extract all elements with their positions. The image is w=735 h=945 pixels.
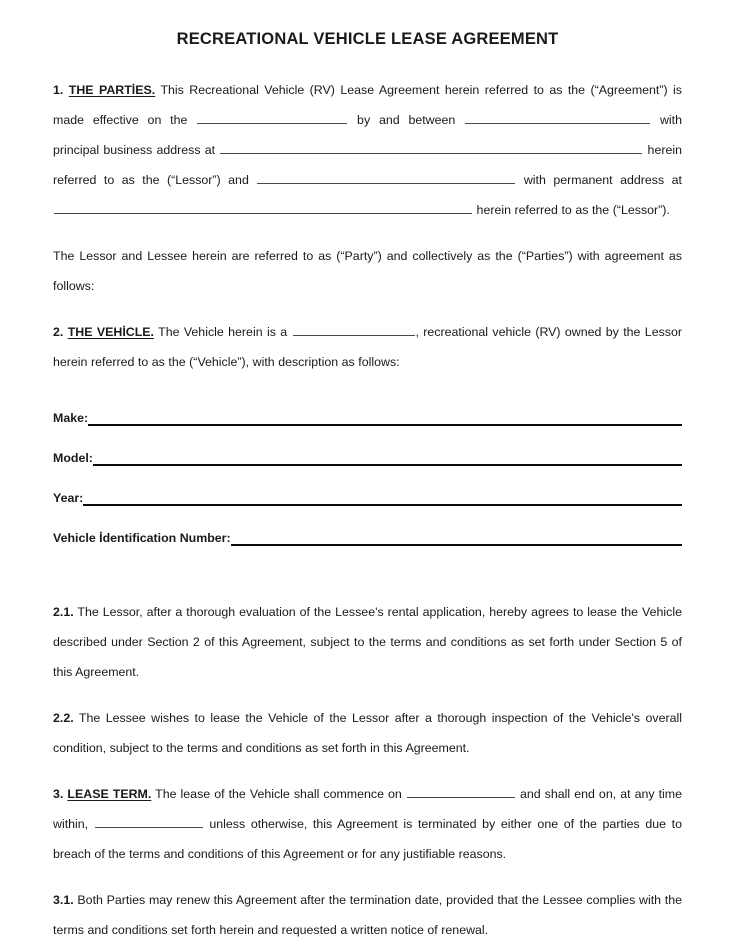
section-heading-vehicle: THE VEHİCLE.	[67, 324, 154, 339]
blank-lessee-permanent-address[interactable]	[54, 200, 472, 214]
blank-effective-date[interactable]	[197, 110, 347, 124]
blank-lease-end-date[interactable]	[95, 814, 203, 828]
field-row-make	[53, 411, 682, 426]
paragraph-vehicle	[53, 317, 682, 377]
lease-term-text-a: The lease of the Vehicle shall commence on	[155, 786, 402, 801]
vehicle-description-fields	[53, 411, 682, 546]
paragraph-party-definition	[53, 241, 682, 301]
blank-lessor-business-address[interactable]	[220, 140, 642, 154]
parties-text-f: herein referred to as the (“Lessor”).	[476, 202, 670, 217]
parties-text-e: with permanent address at	[523, 172, 682, 187]
field-input-model[interactable]	[93, 451, 682, 466]
clause-2-2-text: The Lessee wishes to lease the Vehicle of the Lessor after a thorough inspection of the Vehicle's overall condition, subject to the terms and conditions as set forth in this Agreement.	[53, 710, 682, 755]
section-heading-lease-term: LEASE TERM.	[67, 786, 152, 801]
section-number-3: 3.	[53, 786, 64, 801]
parties-text-a: This Recreational Vehicle (RV) Lease Agreement herein referred to as the (“Agreement”) is made effective on the	[53, 82, 682, 127]
field-input-vin[interactable]	[231, 531, 682, 546]
blank-lessor-name[interactable]	[465, 110, 650, 124]
blank-lease-commence-date[interactable]	[407, 784, 515, 798]
field-row-vin	[53, 531, 682, 546]
field-row-year	[53, 491, 682, 506]
section-number-1: 1.	[53, 82, 64, 97]
lease-term-text-b: and shall end on, at any time within,	[53, 786, 683, 831]
blank-vehicle-type[interactable]	[293, 322, 415, 336]
field-label-make: Make:	[53, 410, 89, 425]
paragraph-clause-3-1	[53, 885, 682, 945]
clause-3-1-text: Both Parties may renew this Agreement after the termination date, provided that the Lessee complies with the terms and conditions set forth herein and requested a written notice of renewal.	[53, 892, 683, 937]
section-heading-parties: THE PARTİES.	[68, 82, 156, 97]
clause-number-3-1: 3.1.	[53, 892, 74, 907]
field-input-make[interactable]	[88, 411, 682, 426]
lease-term-text-c: unless otherwise, this Agreement is terminated by either one of the parties due to breach of the terms and conditions of this Agreement or for any justifiable reasons.	[53, 816, 682, 861]
paragraph-lease-term	[53, 779, 682, 869]
clause-number-2-1: 2.1.	[53, 604, 74, 619]
clause-number-2-2: 2.2.	[53, 710, 74, 725]
paragraph-clause-2-2	[53, 703, 682, 763]
parties-text-d: herein referred to as the (“Lessor”) and	[53, 142, 682, 187]
party-definition-text: The Lessor and Lessee herein are referred to as (“Party”) and collectively as the (“Parties”) with agreement as follows:	[53, 248, 682, 293]
clause-2-1-text: The Lessor, after a thorough evaluation of the Lessee's rental application, hereby agrees to lease the Vehicle described under Section 2 of this Agreement, subject to the terms and conditions as set forth under Section 5 of this Agreement.	[53, 604, 682, 679]
field-label-vin: Vehicle İdentification Number:	[53, 530, 231, 545]
blank-lessee-name[interactable]	[257, 170, 515, 184]
paragraph-clause-2-1	[53, 597, 682, 687]
field-label-year: Year:	[53, 490, 84, 505]
paragraph-parties	[53, 75, 682, 225]
vehicle-text-a: The Vehicle herein is a	[158, 324, 288, 339]
parties-text-c: with principal business address at	[53, 112, 682, 157]
parties-text-b: by and between	[357, 112, 456, 127]
field-label-model: Model:	[53, 450, 93, 465]
field-row-model	[53, 451, 682, 466]
fields-spacer	[53, 571, 682, 597]
vehicle-text-b: , recreational vehicle (RV) owned by the Lessor herein referred to as the (“Vehicle”), with description as follows:	[53, 324, 682, 369]
page-title: RECREATIONAL VEHICLE LEASE AGREEMENT	[176, 30, 559, 48]
section-number-2: 2.	[53, 324, 64, 339]
field-input-year[interactable]	[83, 491, 682, 506]
